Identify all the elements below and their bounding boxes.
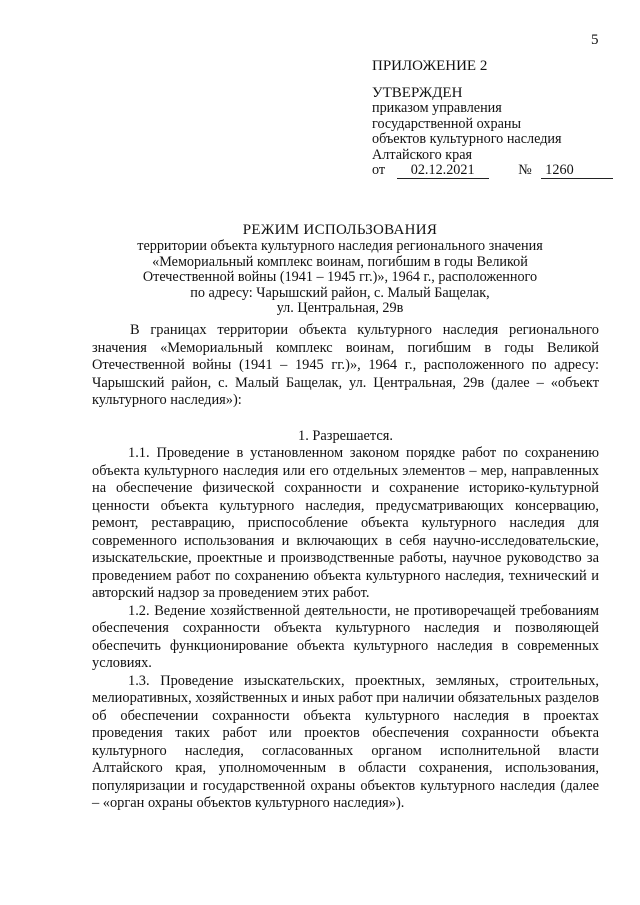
document-title: РЕЖИМ ИСПОЛЬЗОВАНИЯ: [242, 222, 438, 238]
appendix-label: ПРИЛОЖЕНИЕ 2: [372, 58, 488, 74]
title-line: территории объекта культурного наследия регионального значения: [137, 238, 543, 254]
title-line: «Мемориальный комплекс воинам, погибшим в годы Великой: [152, 253, 528, 270]
clause-1-3: 1.3. Проведение изыскательских, проектных, земляных, строительных, мелиоративных, хозяйственных и иных работ при наличии обязательных разделов об обеспечении сохранности объекта культурного наследия в проектах проведения таких работ или проектов обеспечения сохранности объекта культурного наследия, согласованных органом исполнительной власти Алтайского края, уполномоченным в области сохранения, использования, популяризации и государственной охраны объектов культурного наследия (далее – «орган охраны объектов культурного наследия»).: [92, 672, 599, 811]
approval-line: Алтайского края: [372, 146, 473, 163]
approval-line: объектов культурного наследия: [372, 131, 562, 147]
title-line: по адресу: Чарышский район, с. Малый Бащелак,: [190, 284, 490, 301]
order-date: 02.12.2021: [397, 163, 489, 179]
page-number: 5: [591, 32, 599, 48]
order-number: 1260: [541, 163, 613, 179]
document-title-block: [100, 222, 580, 317]
from-label: от: [372, 162, 386, 178]
approval-line: приказом управления: [372, 100, 502, 116]
title-line: ул. Центральная, 29в: [276, 300, 404, 317]
section-heading: 1. Разрешается.: [298, 428, 393, 444]
clause-1-2: 1.2. Ведение хозяйственной деятельности, не противоречащей требованиям обеспечения сохранности объекта культурного наследия и позволяющей обеспечить функционирование объекта культурного наследия в современных условиях.: [92, 602, 599, 671]
clause-1-1: 1.1. Проведение в установленном законом порядке работ по сохранению объекта культурного наследия или его отдельных элементов – мер, направленных на обеспечение физической сохранности и сохранение историко-культурной ценности объекта культурного наследия, предусматривающих консервацию, ремонт, реставрацию, приспособление объекта культурного наследия для современного использования и включающих в себя научно-исследовательские, изыскательские, проектные и производственные работы, научное руководство за проведением работ по сохранению объекта культурного наследия, технический и авторский надзор за проведением этих работ.: [92, 445, 599, 601]
clauses-section: [92, 445, 599, 813]
approval-line: государственной охраны: [372, 115, 522, 132]
title-line: Отечественной войны (1941 – 1945 гг.)», 1964 г., расположенного: [142, 269, 538, 286]
approved-label: УТВЕРЖДЕН: [372, 85, 463, 101]
intro-paragraph: В границах территории объекта культурного наследия регионального значения «Мемориальный комплекс воинам, погибшим в годы Великой Отечественной войны (1941 – 1945 гг.)», 1964 г., расположенного по адресу: Чарышский район, с. Малый Бащелак, ул. Центральная, 29в (далее – «объект культурного наследия»):: [92, 322, 599, 408]
number-label: №: [518, 162, 532, 178]
order-date-number: [372, 163, 613, 179]
intro-section: [92, 322, 599, 410]
approval-block: [372, 58, 613, 179]
